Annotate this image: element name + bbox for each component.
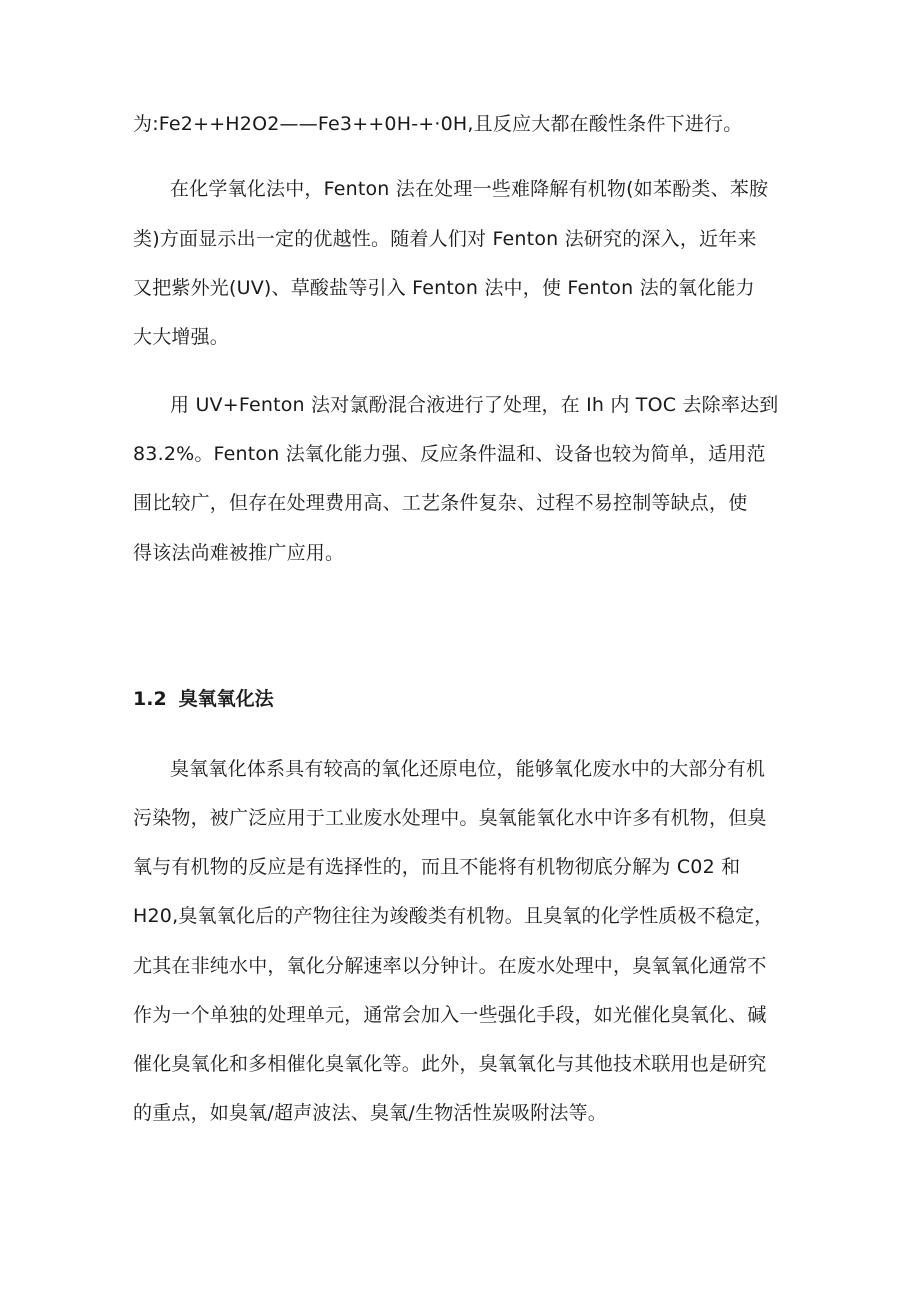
paragraph-2-line-4: 大大增强。 <box>133 326 230 348</box>
paragraph-4-line-8: 的重点，如臭氧/超声波法、臭氧/生物活性炭吸附法等。 <box>133 1102 608 1124</box>
paragraph-3-line-4: 得该法尚难被推广应用。 <box>133 542 345 564</box>
paragraph-3-line-2: 83.2%。Fenton 法氧化能力强、反应条件温和、设备也较为简单，适用范 <box>133 443 766 465</box>
section-title: 臭氧氧化法 <box>178 688 274 710</box>
paragraph-4-line-1: 臭氧氧化体系具有较高的氧化还原电位，能够氧化废水中的大部分有机 <box>170 758 766 780</box>
paragraph-4-line-6: 作为一个单独的处理单元，通常会加入一些强化手段，如光催化臭氧化、碱 <box>133 1004 767 1026</box>
paragraph-1-line-1: 为:Fe2++H2O2——Fe3++0H-+·0H,且反应大都在酸性条件下进行。 <box>133 113 743 135</box>
paragraph-4-line-7: 催化臭氧化和多相催化臭氧化等。此外，臭氧氧化与其他技术联用也是研究 <box>133 1053 767 1075</box>
paragraph-4-line-3: 氧与有机物的反应是有选择性的，而且不能将有机物彻底分解为 C02 和 <box>133 856 741 878</box>
section-number: 1.2 <box>133 688 167 710</box>
paragraph-2-line-1: 在化学氧化法中，Fenton 法在处理一些难降解有机物(如苯酚类、苯胺 <box>170 178 769 200</box>
paragraph-3-line-1: 用 UV+Fenton 法对氯酚混合液进行了处理，在 Ih 内 TOC 去除率达到 <box>170 394 779 416</box>
paragraph-4-line-5: 尤其在非纯水中，氧化分解速率以分钟计。在废水处理中，臭氧氧化通常不 <box>133 955 767 977</box>
paragraph-2-line-2: 类)方面显示出一定的优越性。随着人们对 Fenton 法研究的深入，近年来 <box>133 228 757 250</box>
paragraph-4-line-4: H20,臭氧氧化后的产物往往为竣酸类有机物。且臭氧的化学性质极不稳定， <box>133 905 774 927</box>
section-heading <box>133 686 274 712</box>
paragraph-4-line-2: 污染物，被广泛应用于工业废水处理中。臭氧能氧化水中许多有机物，但臭 <box>133 807 767 829</box>
paragraph-3-line-3: 围比较广，但存在处理费用高、工艺条件复杂、过程不易控制等缺点，使 <box>133 492 748 514</box>
paragraph-2-line-3: 又把紫外光(UV)、草酸盐等引入 Fenton 法中，使 Fenton 法的氧化能力 <box>133 277 755 299</box>
